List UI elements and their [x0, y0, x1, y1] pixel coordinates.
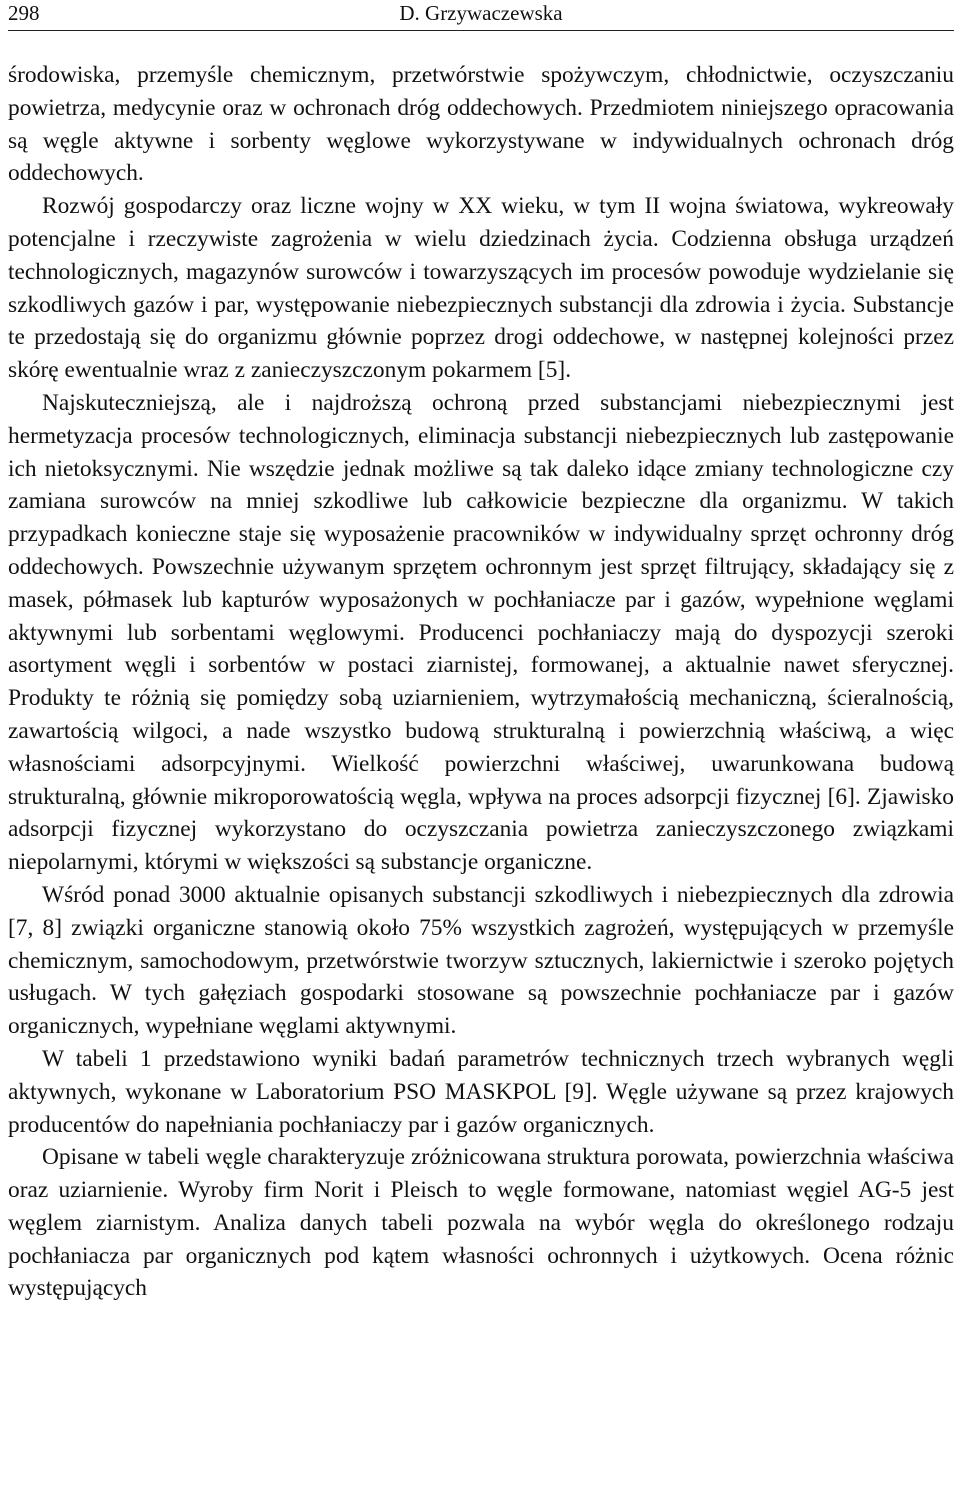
paragraph: Rozwój gospodarczy oraz liczne wojny w XX wieku, w tym II wojna światowa, wykreowały potencjalne i rzeczywiste zagrożenia w wielu dziedzinach życia. Codzienna obsługa urządzeń technologicznych, magazynów surowców i towarzyszących im procesów powoduje wydzielanie się szkodliwych gazów i par, występowanie niebezpiecznych substancji dla zdrowia i życia. Substancje te przedostają się do organizmu głównie poprzez drogi oddechowe, w następnej kolejności przez skórę ewentualnie wraz z zanieczyszczonym pokarmem [5].	[8, 193, 954, 384]
paragraph: W tabeli 1 przedstawiono wyniki badań parametrów technicznych trzech wybranych węgli aktywnych, wykonane w Laboratorium PSO MASKPOL [9]. Węgle używane są przez krajowych producentów do napełniania pochłaniaczy par i gazów organicznych.	[8, 1045, 954, 1138]
body-text	[8, 59, 954, 1305]
page-number: 298	[8, 1, 40, 25]
paragraph: Opisane w tabeli węgle charakteryzuje zróżnicowana struktura porowata, powierzchnia właściwa oraz uziarnienie. Wyroby firm Norit i Pleisch to węgle formowane, natomiast węgiel AG-5 jest węglem ziarnistym. Analiza danych tabeli pozwala na wybór węgla do określonego rodzaju pochłaniacza par organicznych pod kątem własności ochronnych i użytkowych. Ocena różnic występujących	[8, 1144, 954, 1302]
running-header	[8, 0, 954, 31]
paragraph: Wśród ponad 3000 aktualnie opisanych substancji szkodliwych i niebezpiecznych dla zdrowia [7, 8] związki organiczne stanowią około 75% wszystkich zagrożeń, występujących w przemyśle chemicznym, samochodowym, przetwórstwie tworzyw sztucznych, lakiernictwie i szeroko pojętych usługach. W tych gałęziach gospodarki stosowane są powszechnie pochłaniacze par i gazów organicznych, wypełniane węglami aktywnymi.	[8, 881, 954, 1040]
document-page	[8, 0, 954, 1305]
paragraph: Najskuteczniejszą, ale i najdroższą ochroną przed substancjami niebezpiecznymi jest hermetyzacja procesów technologicznych, eliminacja substancji niebezpiecznych lub zastępowanie ich nietoksycznymi. Nie wszędzie jednak możliwe są tak daleko idące zmiany technologiczne czy zamiana surowców na mniej szkodliwe lub całkowicie bezpieczne dla organizmu. W takich przypadkach konieczne staje się wyposażenie pracowników w indywidualny sprzęt ochronny dróg oddechowych. Powszechnie używanym sprzętem ochronnym jest sprzęt filtrujący, składający się z masek, półmasek lub kapturów wyposażonych w pochłaniacze par i gazów, wypełnione węglami aktywnymi lub sorbentami węglowymi. Producenci pochłaniaczy mają do dyspozycji szeroki asortyment węgli i sorbentów w postaci ziarnistej, formowanej, a aktualnie nawet sferycznej. Produkty te różnią się pomiędzy sobą uziarnieniem, wytrzymałością mechaniczną, ścieralnością, zawartością wilgoci, a nade wszystko budową strukturalną i powierzchnią właściwą, a więc własnościami adsorpcyjnymi. Wielkość powierzchni właściwej, uwarunkowana budową strukturalną, głównie mikroporowatością węgla, wpływa na proces adsorpcji fizycznej [6]. Zjawisko adsorpcji fizycznej wykorzystano do oczyszczania powietrza zanieczyszczonego związkami niepolarnymi, którymi w większości są substancje organiczne.	[8, 389, 954, 876]
running-header-author: D. Grzywaczewska	[399, 1, 563, 25]
paragraph-continuation: środowiska, przemyśle chemicznym, przetwórstwie spożywczym, chłodnictwie, oczyszczaniu powietrza, medycynie oraz w ochronach dróg oddechowych. Przedmiotem niniejszego opracowania są węgle aktywne i sorbenty węglowe wykorzystywane w indywidualnych ochronach dróg oddechowych.	[8, 62, 954, 187]
